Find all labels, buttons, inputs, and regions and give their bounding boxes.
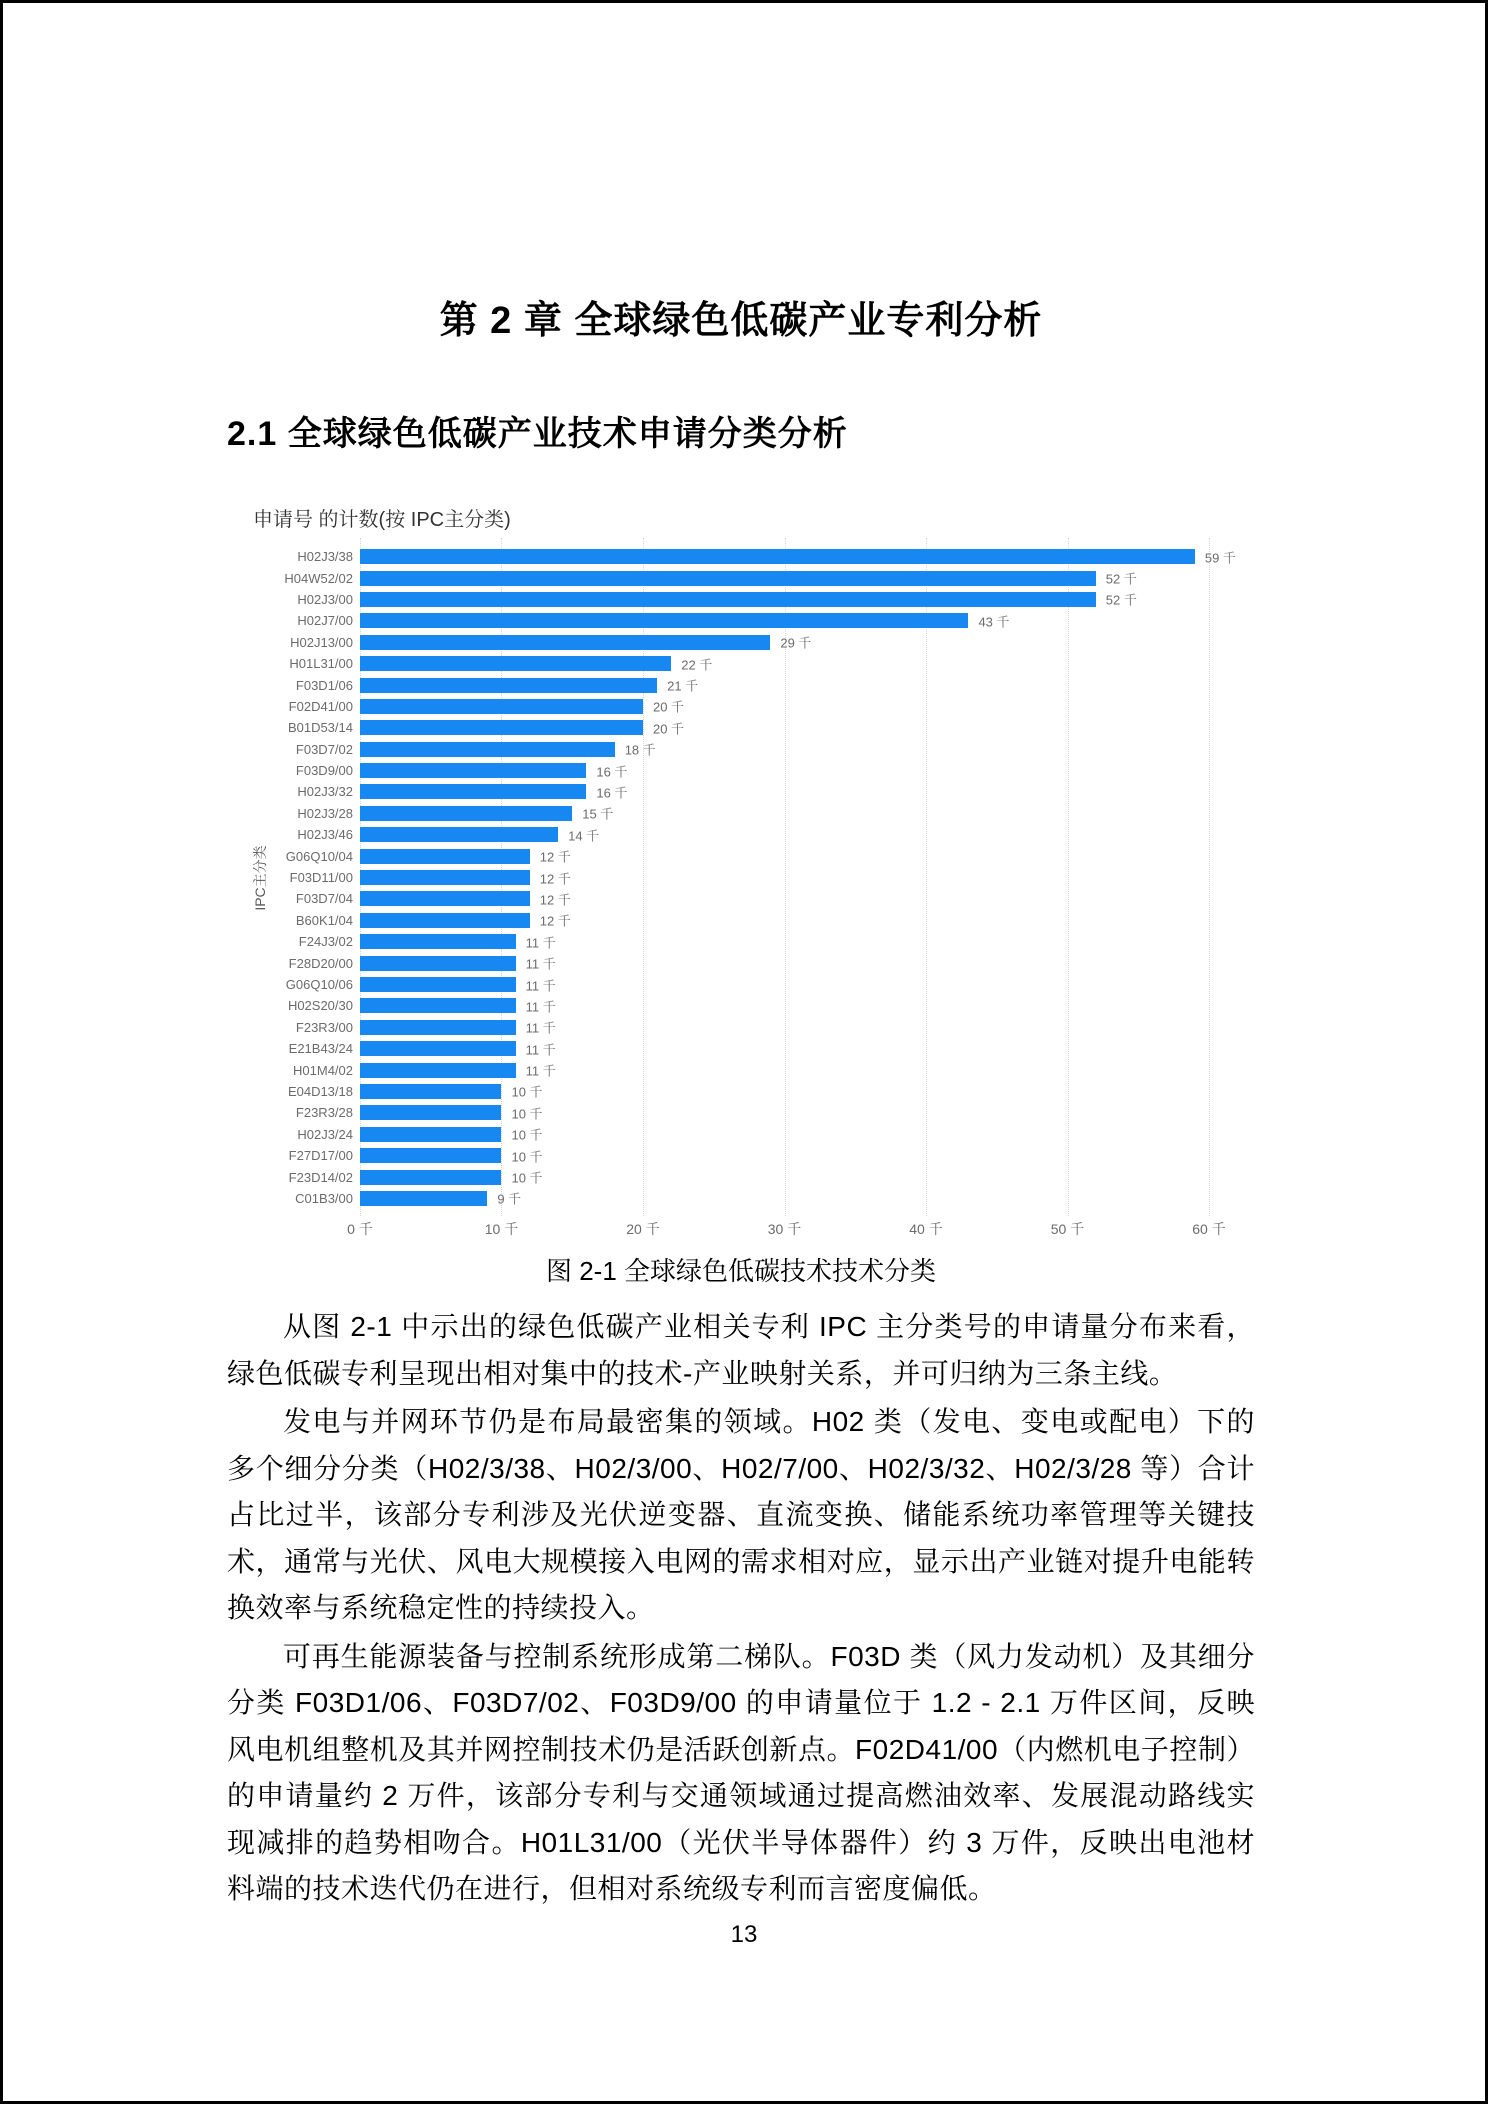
bar-track	[360, 613, 1209, 628]
category-label: F03D7/04	[295, 891, 353, 907]
category-label: G06Q10/06	[285, 977, 353, 992]
value-label: 9 千	[497, 1191, 522, 1207]
category-label: F23R3/28	[295, 1105, 353, 1121]
value-label: 12 千	[539, 849, 571, 865]
paragraph: 可再生能源装备与控制系统形成第二梯队。F03D 类（风力发动机）及其细分分类 F03D1/06、F03D7/02、F03D9/00 的申请量位于 1.2 - 2.1 万件区间，反映风电机组整机及其并网控制技术仍是活跃创新点。F02D41/00（内燃机电子控制）的申请量约 2 万件，该部分专利与交通领域通过提高燃油效率、发展混动路线实现减排的趋势相吻合。H01L31/00（光伏半导体器件）约 3 万件，反映出电池材料端的技术迭代仍在进行，但相对系统级专利而言密度偏低。	[227, 1640, 1255, 1905]
value-label: 11 千	[525, 978, 556, 993]
bar-row	[227, 995, 1255, 1016]
category-label: F03D7/02	[295, 741, 353, 757]
value-label: 20 千	[652, 699, 685, 715]
bar-track	[360, 1041, 1209, 1056]
bar-track	[360, 549, 1236, 566]
value-label: 18 千	[624, 742, 656, 758]
bar-track	[360, 1020, 1209, 1035]
x-tick-label: 50 千	[1050, 1221, 1085, 1238]
bar	[360, 1041, 516, 1056]
value-label: 16 千	[596, 764, 628, 780]
bar-track	[360, 635, 1209, 650]
bar-row	[227, 781, 1255, 802]
bar	[360, 1063, 516, 1078]
bar-row	[227, 610, 1255, 631]
bar-track	[360, 1105, 1209, 1120]
bar	[360, 1020, 516, 1035]
bar-row	[227, 739, 1255, 760]
value-label: 20 千	[652, 721, 685, 737]
bar	[360, 592, 1096, 607]
bar-rows	[227, 546, 1255, 1209]
bar-track	[360, 592, 1209, 607]
value-label: 10 千	[511, 1149, 543, 1165]
bar-row	[227, 589, 1255, 610]
bar-track	[360, 784, 1209, 799]
bar	[360, 742, 615, 757]
category-label: F28D20/00	[288, 955, 353, 971]
bar	[360, 571, 1096, 586]
page-number: 13	[730, 1921, 758, 1948]
body-text	[227, 1304, 1255, 1913]
category-label: H01M4/02	[293, 1062, 353, 1078]
value-label: 11 千	[525, 935, 556, 951]
category-label: F24J3/02	[298, 934, 353, 950]
bar-row	[227, 674, 1255, 695]
category-label: F02D41/00	[288, 698, 353, 714]
value-label: 11 千	[525, 1042, 556, 1058]
bar-track	[360, 1148, 1209, 1163]
bar-row	[227, 952, 1255, 973]
value-label: 11 千	[525, 999, 556, 1015]
category-label: B01D53/14	[287, 720, 353, 736]
x-tick-label: 20 千	[626, 1221, 660, 1238]
value-label: 14 千	[568, 828, 600, 844]
bar-row	[227, 1102, 1255, 1123]
bar-row	[227, 1038, 1255, 1059]
paragraph: 从图 2-1 中示出的绿色低碳产业相关专利 IPC 主分类号的申请量分布来看，绿色低碳专利呈现出相对集中的技术-产业映射关系，并可归纳为三条主线。	[227, 1311, 1255, 1389]
category-label: C01B3/00	[295, 1190, 353, 1206]
bar	[360, 613, 968, 628]
bar	[360, 1127, 501, 1142]
paragraph: 发电与并网环节仍是布局最密集的领域。H02 类（发电、变电或配电）下的多个细分分类（H02/3/38、H02/3/00、H02/7/00、H02/3/32、H02/3/28 等）合计占比过半，该部分专利涉及光伏逆变器、直流变换、储能系统功率管理等关键技术，通常与光伏、风电大规模接入电网的需求相对应，显示出产业链对提升电能转换效率与系统稳定性的持续投入。	[227, 1406, 1255, 1624]
bar	[360, 956, 516, 971]
bar-row	[227, 931, 1255, 952]
bar-track	[360, 849, 1209, 864]
value-label: 10 千	[511, 1084, 543, 1100]
value-label: 59 千	[1204, 550, 1236, 566]
category-label: B60K1/04	[295, 912, 353, 928]
bar-track	[360, 891, 1209, 906]
bar	[360, 849, 530, 864]
page-content	[227, 3, 1255, 1913]
value-label: 11 千	[525, 1063, 556, 1079]
bar-track	[360, 934, 1209, 949]
category-label: F03D1/06	[295, 677, 353, 693]
bar	[360, 1105, 501, 1120]
bar-track	[360, 1063, 1209, 1078]
bar	[360, 1191, 487, 1206]
bar-row	[227, 1017, 1255, 1038]
category-label: F27D17/00	[288, 1148, 353, 1164]
category-label: F03D9/00	[295, 763, 353, 779]
bar-row	[227, 1124, 1255, 1145]
bar	[360, 891, 530, 906]
value-label: 10 千	[511, 1170, 543, 1186]
bar-track	[360, 870, 1209, 885]
value-label: 22 千	[681, 657, 713, 673]
value-label: 52 千	[1105, 571, 1137, 587]
category-label: H02S20/30	[287, 998, 353, 1014]
bar-row	[227, 1059, 1255, 1080]
bar	[360, 1148, 501, 1163]
category-label: G06Q10/04	[285, 848, 353, 864]
figure-bar-chart	[227, 503, 1255, 1245]
bar-row	[227, 1145, 1255, 1166]
value-label: 12 千	[539, 871, 571, 887]
category-label: E04D13/18	[287, 1083, 353, 1099]
y-axis-title: IPC主分类	[252, 845, 268, 911]
bar-track	[360, 977, 1209, 992]
bar-track	[360, 956, 1209, 971]
bar-track	[360, 678, 1209, 693]
value-label: 12 千	[539, 892, 571, 908]
category-label: H02J3/38	[297, 549, 353, 565]
value-label: 43 千	[978, 614, 1010, 630]
bar-row	[227, 1188, 1255, 1209]
bar-row	[227, 1081, 1255, 1102]
bar-track	[360, 720, 1209, 735]
bar-track	[360, 763, 1209, 778]
value-label: 21 千	[667, 678, 699, 694]
bar	[360, 827, 558, 842]
bar	[360, 934, 516, 949]
category-label: H02J3/32	[297, 784, 353, 800]
bar-track	[360, 827, 1209, 842]
value-label: 11 千	[525, 1020, 556, 1036]
bar	[360, 763, 586, 778]
value-label: 16 千	[596, 785, 628, 801]
value-label: 29 千	[780, 635, 812, 651]
section-heading: 2.1 全球绿色低碳产业技术申请分类分析	[227, 415, 848, 453]
bar-row	[227, 632, 1255, 653]
value-label: 11 千	[525, 956, 556, 972]
bar-row	[227, 567, 1255, 588]
bar	[360, 678, 657, 693]
category-label: F23R3/00	[295, 1019, 353, 1035]
category-label: H02J13/00	[290, 634, 353, 650]
category-label: H02J3/46	[297, 827, 353, 843]
bar	[360, 870, 530, 885]
bar	[360, 1170, 501, 1185]
x-tick-label: 10 千	[484, 1221, 519, 1238]
x-tick-label: 60 千	[1192, 1221, 1226, 1238]
bar-track	[360, 656, 1209, 671]
value-label: 52 千	[1105, 592, 1137, 608]
category-label: E21B43/24	[288, 1041, 353, 1057]
bar-row	[227, 888, 1255, 909]
x-tick-label: 30 千	[767, 1221, 802, 1238]
bar-track	[360, 913, 1209, 928]
bar-row	[227, 760, 1255, 781]
category-label: H02J3/24	[297, 1126, 353, 1142]
category-label: H02J7/00	[297, 613, 353, 629]
bar-track	[360, 1191, 1209, 1206]
bar-track	[360, 571, 1209, 586]
bar-track	[360, 998, 1209, 1013]
bar-row	[227, 717, 1255, 738]
bar	[360, 656, 671, 671]
category-label: F23D14/02	[288, 1169, 353, 1185]
bar	[360, 998, 516, 1013]
bar-row	[227, 974, 1255, 995]
bar-row	[227, 546, 1255, 567]
chart-title: 申请号 的计数(按 IPC主分类)	[253, 509, 511, 531]
figure-caption: 图 2-1 全球绿色低碳技术技术分类	[545, 1256, 937, 1287]
category-label: H02J3/00	[297, 591, 353, 607]
bar-row	[227, 1166, 1255, 1187]
bar-row	[227, 696, 1255, 717]
value-label: 15 千	[582, 806, 614, 822]
bar	[360, 1084, 501, 1099]
x-tick-label: 0 千	[347, 1221, 373, 1238]
bar	[360, 977, 516, 992]
bar-row	[227, 803, 1255, 824]
bar-track	[360, 1127, 1209, 1142]
bar	[360, 784, 586, 799]
bar-row	[227, 867, 1255, 888]
bar	[360, 720, 643, 735]
category-label: H01L31/00	[289, 656, 353, 672]
bar-row	[227, 653, 1255, 674]
value-label: 12 千	[539, 913, 571, 929]
x-axis	[347, 1209, 1226, 1245]
bar-track	[360, 1084, 1209, 1099]
value-label: 10 千	[511, 1127, 543, 1143]
bar-row	[227, 910, 1255, 931]
chapter-title: 第 2 章 全球绿色低碳产业专利分析	[439, 300, 1043, 342]
bar-track	[360, 699, 1209, 714]
x-tick-label: 40 千	[909, 1221, 943, 1238]
value-label: 10 千	[511, 1106, 543, 1122]
bar-track	[360, 806, 1209, 821]
bar-track	[360, 742, 1209, 757]
category-label: F03D11/00	[289, 870, 353, 886]
bar	[360, 699, 643, 714]
category-label: H02J3/28	[297, 805, 353, 821]
chart-plot-area	[227, 546, 1255, 1245]
category-label: H04W52/02	[284, 570, 353, 586]
bar	[360, 635, 770, 650]
bar	[360, 806, 572, 821]
bar	[360, 549, 1195, 564]
bar-row	[227, 824, 1255, 845]
bar	[360, 913, 530, 928]
bar-row	[227, 845, 1255, 866]
bar-track	[360, 1170, 1209, 1185]
